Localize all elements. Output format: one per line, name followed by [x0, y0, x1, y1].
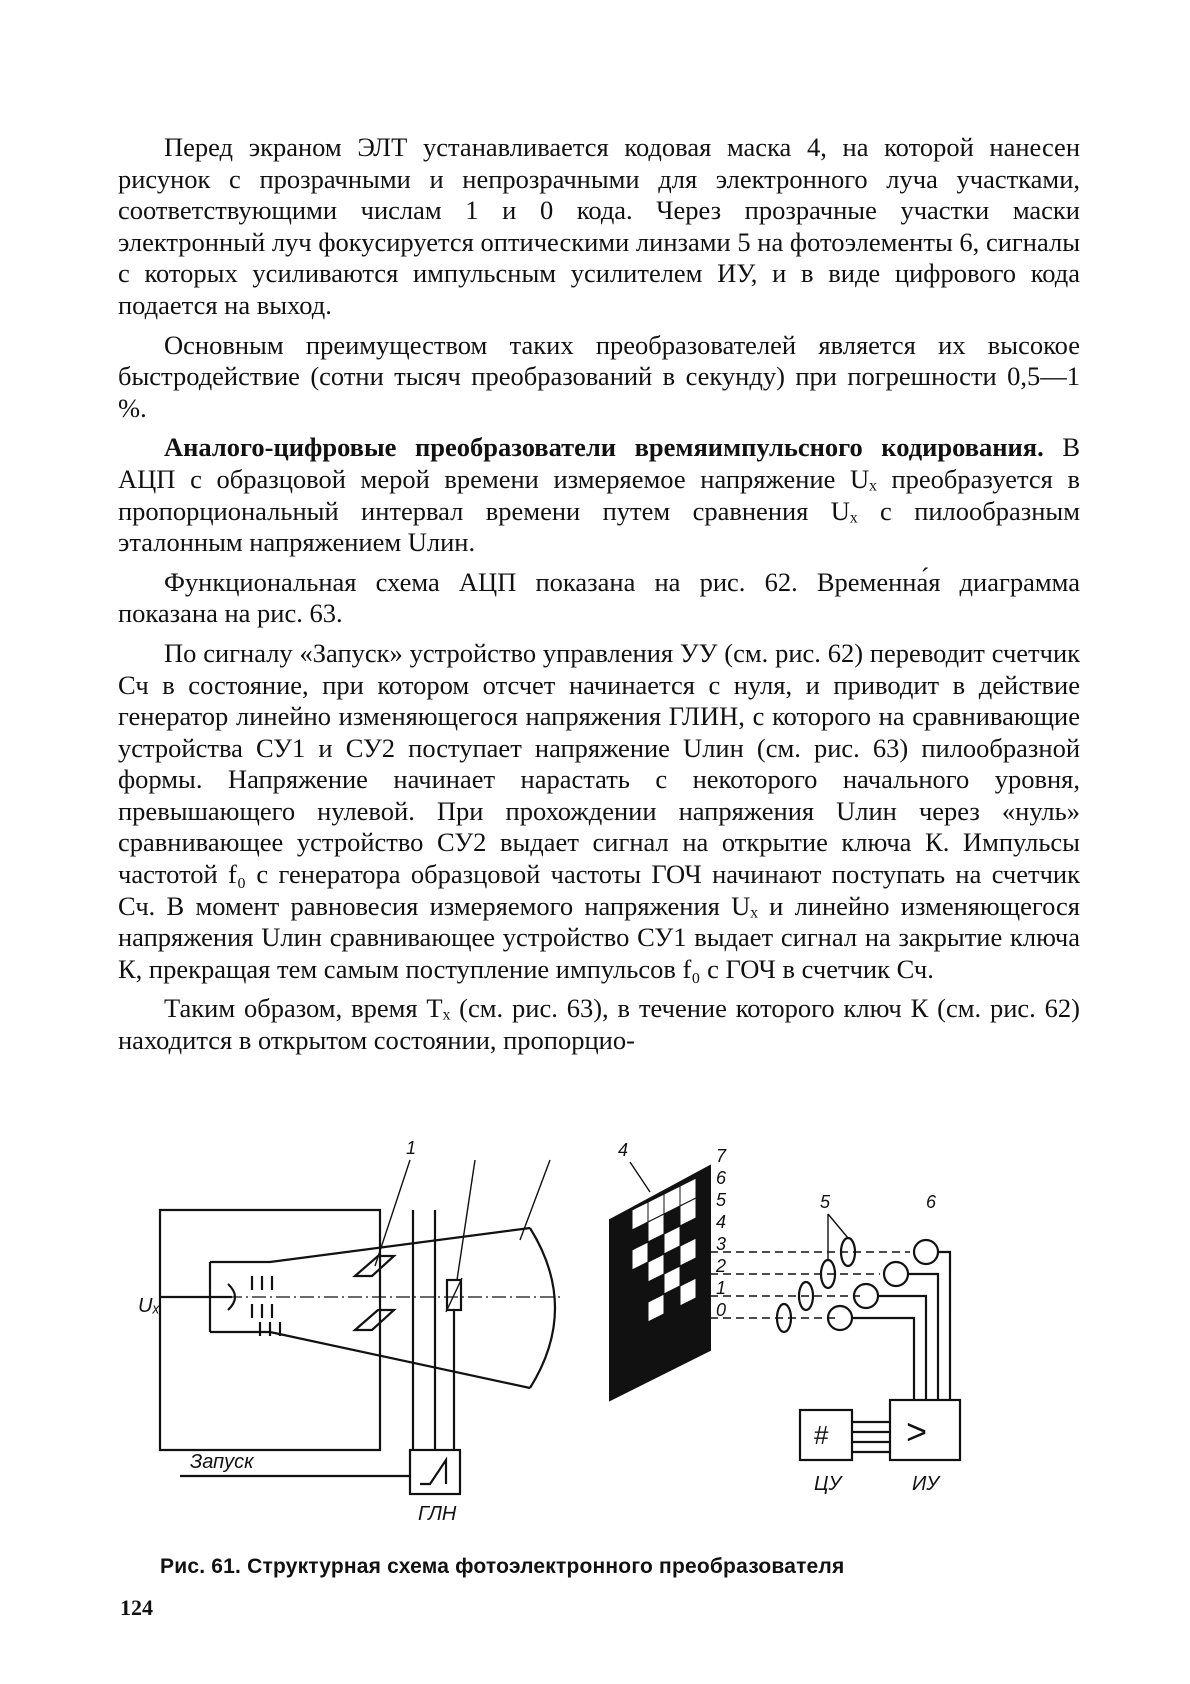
svg-text:2: 2	[716, 1256, 727, 1276]
photoelectronic-converter-diagram	[138, 1138, 1050, 1550]
paragraph-fig-refs: Функциональная схема АЦП показана на рис. 62. Временна́я диаграмма показана на рис. 63.	[118, 566, 1080, 629]
label-1: 1	[406, 1138, 417, 1158]
svg-text:6: 6	[716, 1168, 727, 1188]
zapusk-label: Запуск	[190, 1451, 254, 1473]
svg-text:0: 0	[716, 1300, 727, 1320]
mask-row-numbers	[715, 1146, 727, 1320]
svg-text:4: 4	[716, 1212, 727, 1232]
leader-4	[630, 1162, 650, 1192]
section-heading-continuation: В АЦП с образцовой мерой времени измеряемое напряжение Uₓ преобразуется в пропорциональный интервал времени путем сравнения Uₓ с пилообразным эталонным напряжением Uлин.	[118, 432, 1080, 558]
section-heading: Аналого-цифровые преобразователи времяимпульсного кодирования.	[164, 432, 1044, 463]
deflection-plate-bottom	[355, 1310, 394, 1330]
label-6: 6	[926, 1192, 937, 1212]
crt-tube	[210, 1228, 530, 1388]
paragraph-operation: По сигналу «Запуск» устройство управления УУ (см. рис. 62) переводит счетчик Сч в состояние, при котором отсчет начинается с нуля, и приводит в действие генератор линейно изменяющегося напряжения ГЛИН, с которого на сравнивающие устройства СУ1 и СУ2 поступает напряжение Uлин (см. рис. 63) пилообразной формы. Напряжение начинает нарастать с некоторого начального уровня, превышающего нулевой. При прохождении напряжения Uлин через «нуль» сравнивающее устройство СУ2 выдает сигнал на открытие ключа К. Импульсы частотой f₀ с генератора образцовой частоты ГОЧ начинают поступать на счетчик Сч. В момент равновесия измеряемого напряжения Uₓ и линейно изменяющегося напряжения Uлин сравнивающее устройство СУ1 выдает сигнал на закрытие ключа К, прекращая тем самым поступление импульсов f₀ с ГОЧ в счетчик Сч.	[118, 637, 1080, 984]
leader-3	[520, 1160, 550, 1240]
sawtooth-icon	[420, 1460, 446, 1484]
cu-label: ЦУ	[814, 1473, 842, 1495]
figure-61	[138, 1138, 1050, 1550]
leader-5a	[828, 1214, 848, 1238]
svg-text:7: 7	[716, 1146, 727, 1166]
focusing-electrodes	[252, 1276, 280, 1336]
iu-label: ИУ	[912, 1473, 940, 1495]
paragraph-code-mask: Перед экраном ЭЛТ устанавливается кодовая маска 4, на которой нанесен рисунок с прозрачными и непрозрачными для электронного луча участками, соответствующими числам 1 и 0 кода. Через прозрачные участки маски электронный луч фокусируется оптическими линзами 5 на фотоэлементы 6, сигналы с которых усиливаются импульсным усилителем ИУ, и в виде цифрового кода подается на выход.	[118, 132, 1080, 320]
label-4: 4	[618, 1140, 629, 1160]
leader-2	[457, 1160, 475, 1280]
svg-text:5: 5	[716, 1190, 727, 1210]
svg-text:3: 3	[716, 1234, 727, 1254]
photoelements	[828, 1240, 938, 1330]
amplifier-symbol: >	[906, 1411, 928, 1452]
figure-caption: Рис. 61. Структурная схема фотоэлектронного преобразователя	[160, 1555, 845, 1578]
svg-text:1: 1	[716, 1278, 727, 1298]
paragraph-conclusion: Таким образом, время Tₓ (см. рис. 63), в течение которого ключ К (см. рис. 62) находится в открытом состоянии, пропорцио-	[118, 993, 1080, 1056]
plate-2-arrow	[446, 1278, 462, 1312]
ux-label: Uₓ	[138, 1295, 161, 1317]
crt-screen	[530, 1228, 555, 1388]
label-5: 5	[820, 1192, 831, 1212]
page-number: 124	[120, 1595, 153, 1620]
code-mask	[610, 1166, 710, 1400]
digital-symbol: #	[814, 1420, 829, 1450]
body-text	[118, 132, 1080, 1065]
gln-block	[410, 1450, 460, 1494]
data-bus	[852, 1422, 890, 1452]
deflection-plate-top	[355, 1256, 394, 1276]
paragraph-time-pulse	[118, 432, 1080, 558]
paragraph-advantage: Основным преимуществом таких преобразователей является их высокое быстродействие (сотни тысяч преобразований в секунду) при погрешности 0,5—1 %.	[118, 329, 1080, 423]
gln-label: ГЛН	[418, 1503, 457, 1525]
